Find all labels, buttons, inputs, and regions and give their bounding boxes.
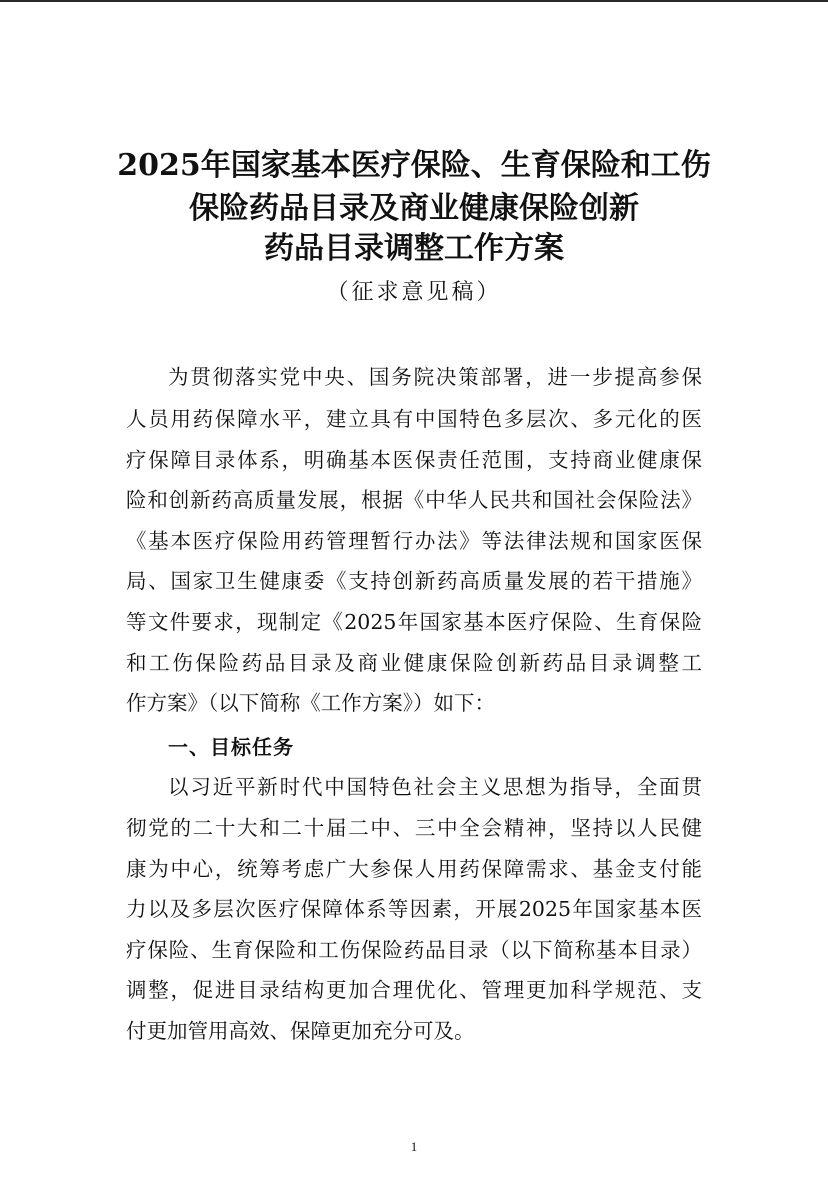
page-number: 1: [410, 1139, 418, 1154]
page-top-border: [0, 0, 828, 2]
intro-line: 等文件要求，现制定《2025年国家基本医疗保险、生育保险: [126, 610, 702, 634]
section-body-line: 力以及多层次医疗保障体系等因素，开展2025年国家基本医: [126, 897, 702, 921]
section-body-line: 调整，促进目录结构更加合理优化、管理更加科学规范、支: [126, 978, 702, 1002]
section-heading-goals: 一、目标任务: [168, 735, 294, 759]
intro-line: 作方案》（以下简称《工作方案》）如下：: [126, 691, 495, 715]
section-body-line: 彻党的二十大和二十届二中、三中全会精神，坚持以人民健: [126, 816, 702, 840]
intro-line: 局、国家卫生健康委《支持创新药高质量发展的若干措施》: [126, 569, 702, 593]
section-body-line: 付更加管用高效、保障更加充分可及。: [126, 1019, 475, 1043]
intro-line: 疗保障目录体系，明确基本医保责任范围，支持商业健康保: [126, 448, 702, 472]
intro-line: 《基本医疗保险用药管理暂行办法》等法律法规和国家医保: [126, 529, 702, 553]
document-title-line-3: 药品目录调整工作方案: [264, 231, 564, 266]
section-body-line: 康为中心，统筹考虑广大参保人用药保障需求、基金支付能: [126, 857, 702, 881]
intro-line: 和工伤保险药品目录及商业健康保险创新药品目录调整工: [126, 651, 702, 675]
document-title-line-2: 保险药品目录及商业健康保险创新: [189, 191, 639, 226]
intro-line: 险和创新药高质量发展，根据《中华人民共和国社会保险法》: [126, 488, 702, 512]
intro-line: 为贯彻落实党中央、国务院决策部署，进一步提高参保: [168, 365, 702, 389]
intro-line: 人员用药保障水平，建立具有中国特色多层次、多元化的医: [126, 407, 702, 431]
document-title-line-1: 2025年国家基本医疗保险、生育保险和工伤: [117, 148, 711, 183]
section-body-line: 以习近平新时代中国特色社会主义思想为指导，全面贯: [168, 775, 702, 799]
section-body-line: 疗保险、生育保险和工伤保险药品目录（以下简称基本目录）: [126, 938, 702, 962]
document-subtitle: （征求意见稿）: [326, 280, 502, 305]
